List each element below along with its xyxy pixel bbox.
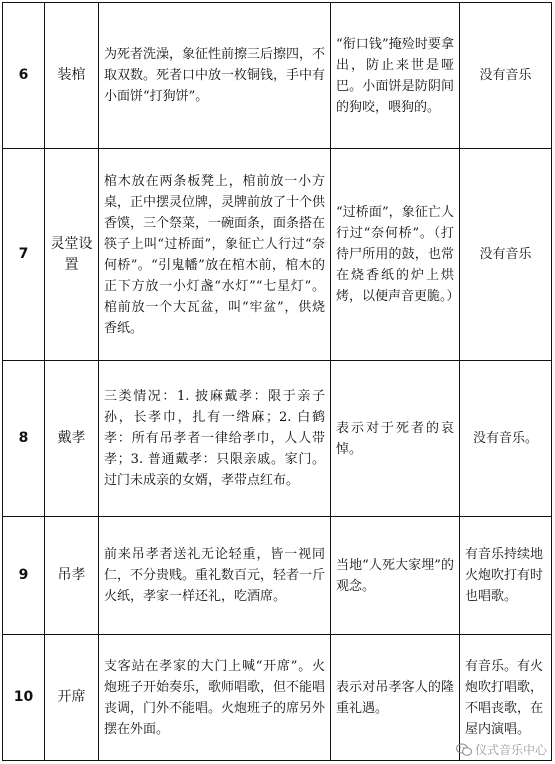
rite-name: 开席 <box>45 635 99 761</box>
watermark <box>456 741 547 758</box>
row-number: 7 <box>3 149 45 361</box>
rite-name: 戴孝 <box>45 361 99 517</box>
rite-music: 没有音乐 <box>460 149 552 361</box>
rite-music: 没有音乐 <box>460 3 552 149</box>
rite-name: 装棺 <box>45 3 99 149</box>
table-row <box>3 3 552 149</box>
rite-content: 前来吊孝者送礼无论轻重，皆一视同仁，不分贵贱。重礼数百元，轻者一斤火纸，孝家一样还礼，吃酒席。 <box>99 517 331 635</box>
rite-music: 没有音乐。 <box>460 361 552 517</box>
rite-content: 为死者洗澡，象征性前擦三后擦四，不取双数。死者口中放一枚铜钱，手中有小面饼“打狗饼”。 <box>99 3 331 149</box>
rite-content: 支客站在孝家的大门上喊“开席”。火炮班子开始奏乐，歌师唱歌，但不能唱丧调，门外不能唱。火炮班子的席另外摆在外面。 <box>99 635 331 761</box>
rite-meaning: 表示对于死者的哀悼。 <box>331 361 460 517</box>
table-row <box>3 149 552 361</box>
rite-meaning: 表示对吊孝客人的隆重礼遇。 <box>331 635 460 761</box>
watermark-text: 仪式音乐中心 <box>474 743 547 757</box>
rite-music: 有音乐持续地火炮吹打有时也唱歌。 <box>460 517 552 635</box>
wechat-icon <box>456 743 472 757</box>
rite-name: 吊孝 <box>45 517 99 635</box>
rite-name: 灵堂设置 <box>45 149 99 361</box>
rite-content: 棺木放在两条板凳上，棺前放一小方桌，正中摆灵位牌，灵牌前放了十个供香馍，三个祭菜，一碗面条，面条搭在筷子上叫“过桥面”，象征亡人行过“奈何桥”。“引鬼幡”放在棺木前，棺木的正下方放一小灯盏“水灯”“七星灯”。棺前放一个大瓦盆，叫“牢盆”，供烧香纸。 <box>99 149 331 361</box>
row-number: 8 <box>3 361 45 517</box>
rite-music: 有音乐。有火炮吹打唱歌，不唱丧歌，在屋内演唱。 <box>460 635 552 761</box>
funeral-rites-table <box>2 2 552 761</box>
rite-meaning: “衔口钱”掩殓时要拿出，防止来世是哑巴。小面饼是防阴间的狗咬，喂狗的。 <box>331 3 460 149</box>
table-row <box>3 517 552 635</box>
rite-meaning: 当地“人死大家埋”的观念。 <box>331 517 460 635</box>
row-number: 9 <box>3 517 45 635</box>
row-number: 10 <box>3 635 45 761</box>
row-number: 6 <box>3 3 45 149</box>
table-row <box>3 361 552 517</box>
rite-meaning: “过桥面”，象征亡人行过“奈何桥”。（打待尸所用的鼓，也常在烧香纸的炉上烘烤，以便声音更脆。） <box>331 149 460 361</box>
rite-content: 三类情况：1. 披麻戴孝：限于亲子孙，长孝巾，扎有一绺麻；2. 白鹤孝：所有吊孝者一律给孝巾，人人带孝；3. 普通戴孝：只限亲戚。家门。过门未成亲的女婿，孝带点红布。 <box>99 361 331 517</box>
